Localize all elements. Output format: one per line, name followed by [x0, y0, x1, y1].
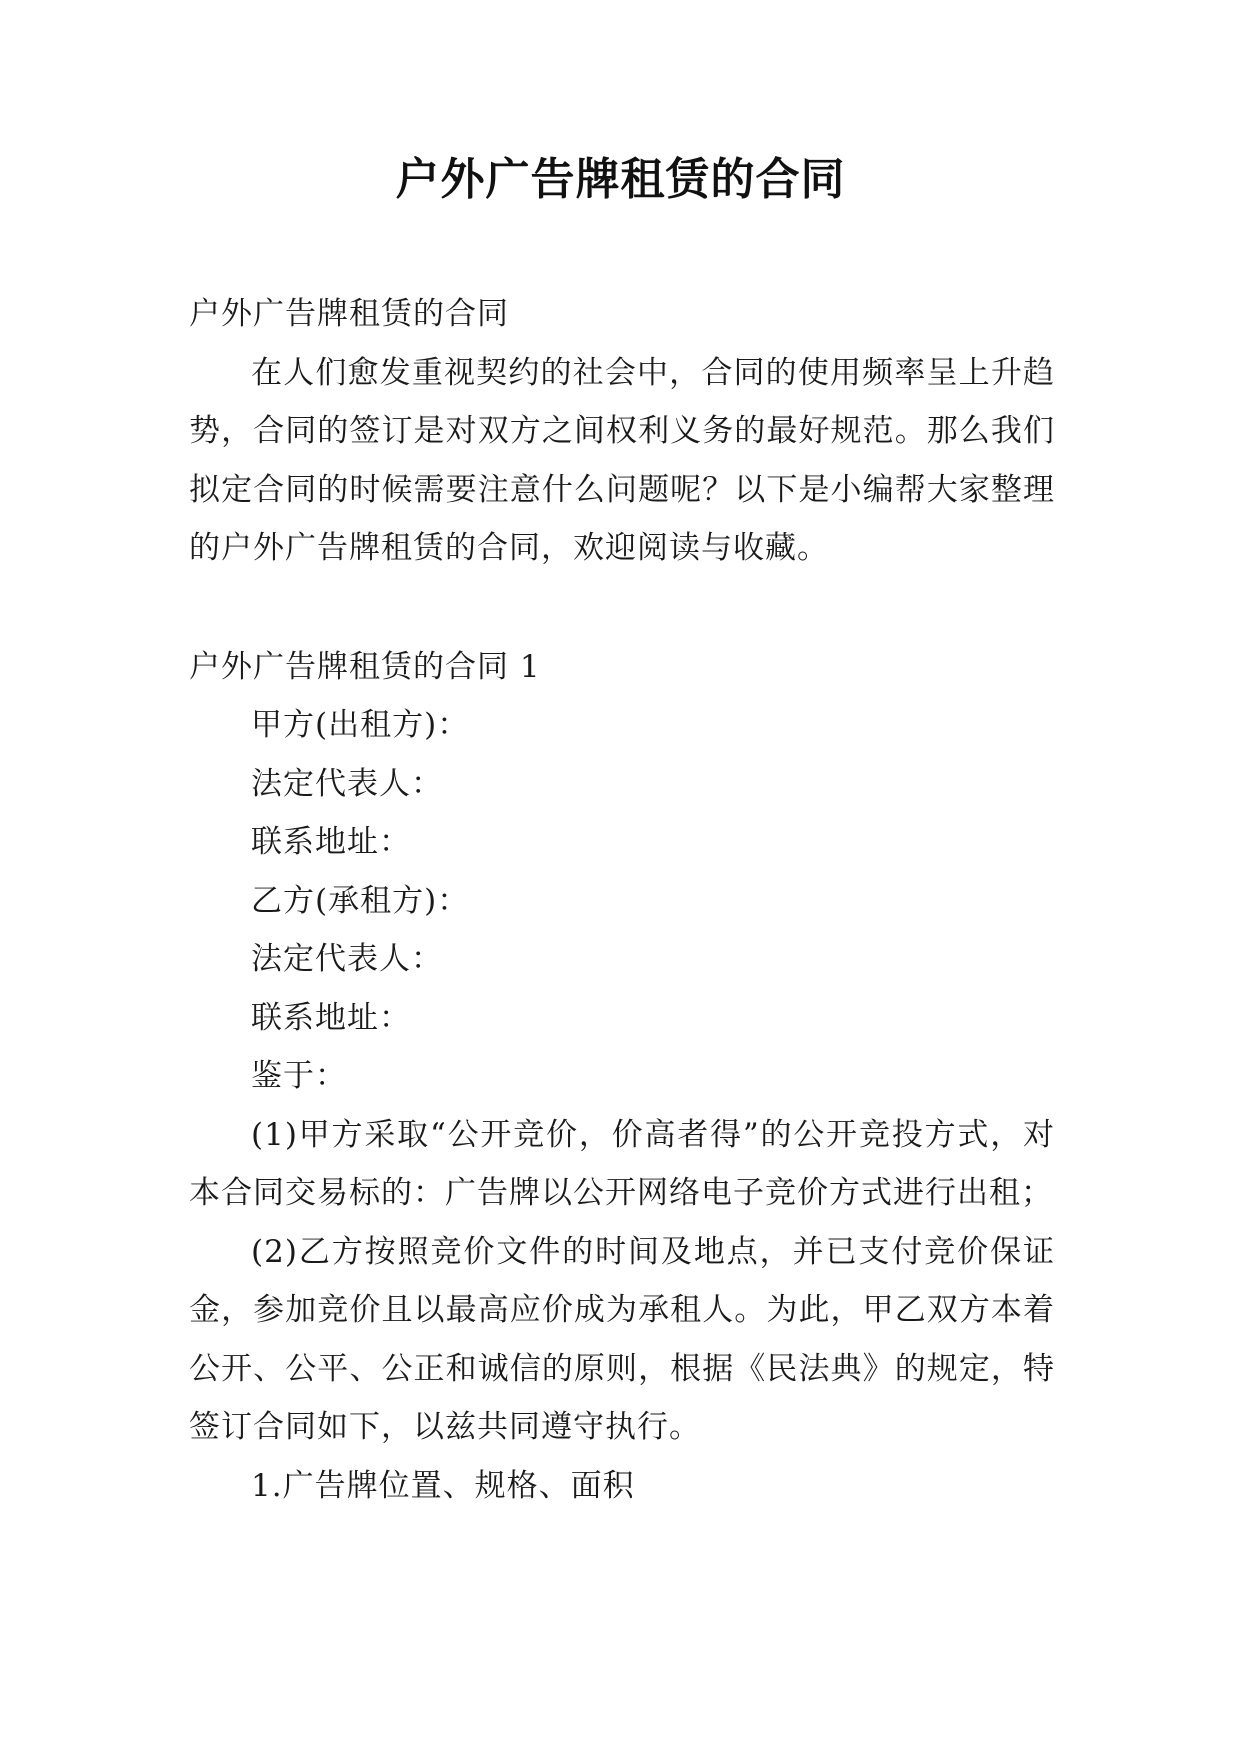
item-1-heading: 1.广告牌位置、规格、面积	[251, 1467, 635, 1504]
party-a-address-line: 联系地址：	[251, 824, 411, 860]
whereas-line: 鉴于：	[251, 1058, 347, 1094]
document-title: 户外广告牌租赁的合同	[395, 154, 846, 205]
document-body	[189, 285, 1055, 1515]
party-a-line: 甲方(出租方)：	[251, 707, 470, 743]
party-a-rep-line: 法定代表人：	[251, 765, 443, 802]
document-subtitle: 户外广告牌租赁的合同	[189, 296, 509, 332]
clause-1-paragraph: (1)甲方采取“公开竞价，价高者得”的公开竞投方式，对本合同交易标的：广告牌以公开网络电子竞价方式进行出租；	[189, 1116, 1055, 1211]
section-heading: 户外广告牌租赁的合同 1	[189, 648, 541, 685]
party-b-line: 乙方(承租方)：	[251, 882, 470, 919]
intro-paragraph: 在人们愈发重视契约的社会中，合同的使用频率呈上升趋势，合同的签订是对双方之间权利义务的最好规范。那么我们拟定合同的时候需要注意什么问题呢？以下是小编帮大家整理的户外广告牌租赁的合同，欢迎阅读与收藏。	[189, 354, 1055, 566]
party-b-address-line: 联系地址：	[251, 999, 411, 1036]
clause-2-paragraph: (2)乙方按照竞价文件的时间及地点，并已支付竞价保证金，参加竞价且以最高应价成为承租人。为此，甲乙双方本着公开、公平、公正和诚信的原则，根据《民法典》的规定，特签订合同如下，以兹共同遵守执行。	[189, 1233, 1055, 1445]
party-b-rep-line: 法定代表人：	[251, 941, 443, 977]
